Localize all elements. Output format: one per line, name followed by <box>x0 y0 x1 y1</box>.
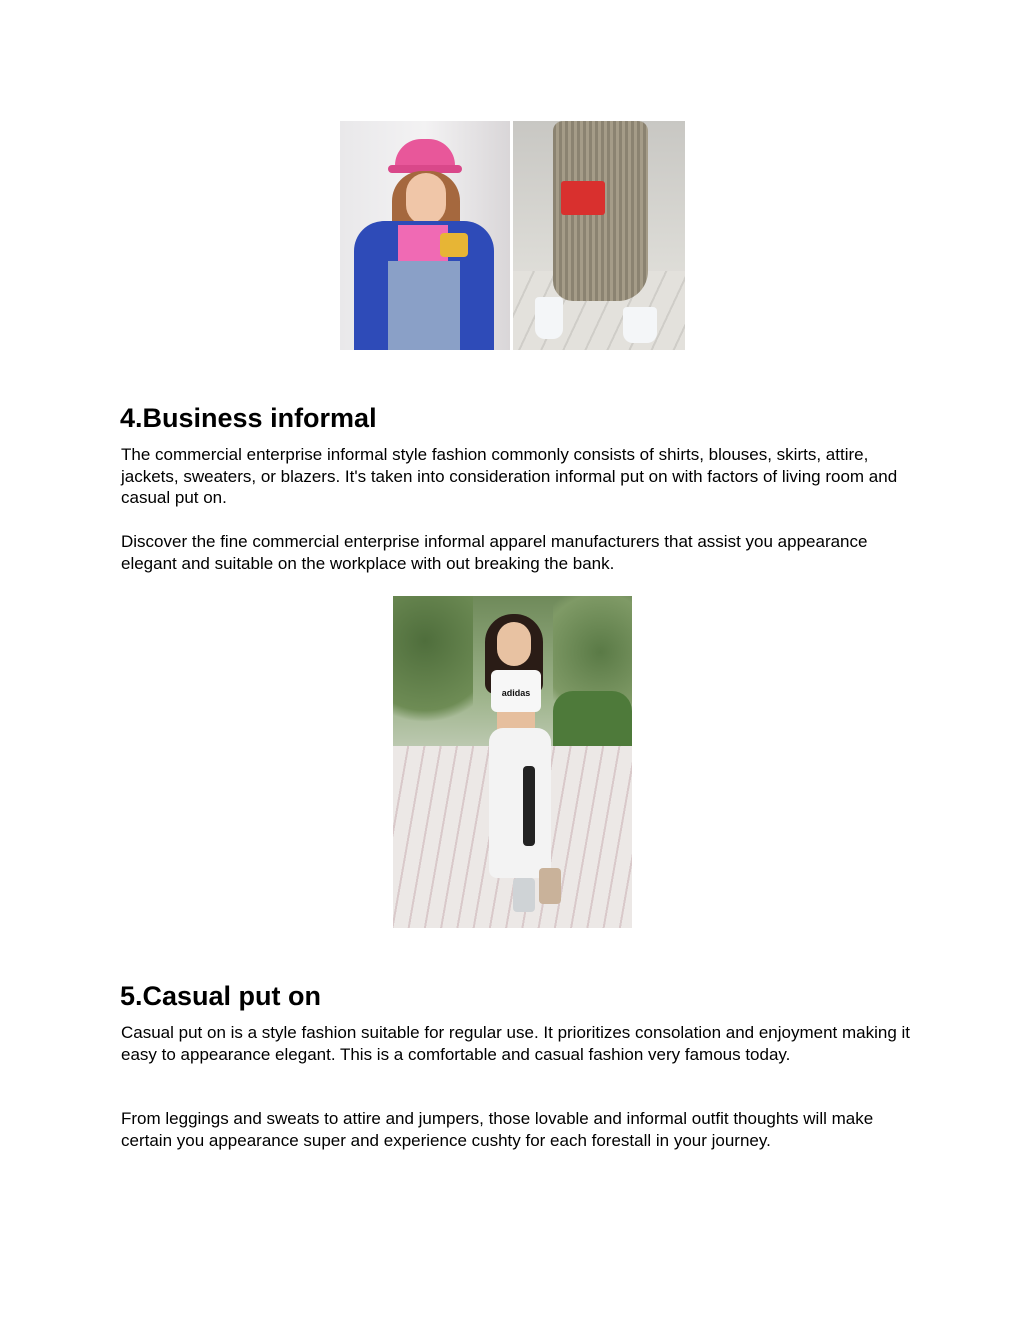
section-5-heading: 5.Casual put on <box>120 981 322 1011</box>
image-pair <box>340 121 685 350</box>
pants <box>489 728 551 878</box>
shoe-right <box>539 868 561 904</box>
hedge <box>553 691 632 746</box>
boot-right <box>623 307 657 343</box>
section-5-paragraph-1: Casual put on is a style fashion suitable for regular use. It prioritizes consolation and enjoyment making it easy to appearance elegant. This is a comfortable and casual fashion very famous today. <box>121 1023 911 1064</box>
red-bag <box>561 181 605 215</box>
tshirt-logo: adidas <box>501 688 531 698</box>
fashion-photo-center <box>393 596 632 928</box>
section-4-paragraph-2: Discover the fine commercial enterprise informal apparel manufacturers that assist you appearance elegant and suitable on the workplace with out breaking the bank. <box>121 532 868 573</box>
section-5-paragraph-2: From leggings and sweats to attire and jumpers, those lovable and informal outfit thoughts will make certain you appearance super and experience cushty for each forestall in your journey. <box>121 1109 874 1150</box>
fashion-photo-left <box>340 121 510 350</box>
palm-left <box>393 596 473 746</box>
yellow-patch <box>440 233 468 257</box>
shoe-left <box>513 878 535 912</box>
pants-stripe <box>523 766 535 846</box>
fashion-photo-right <box>513 121 685 350</box>
boot-left <box>535 297 563 339</box>
face <box>497 622 531 666</box>
section-4-heading: 4.Business informal <box>120 403 377 433</box>
overalls <box>388 261 460 350</box>
face <box>406 173 446 225</box>
section-4-paragraph-1: The commercial enterprise informal style fashion commonly consists of shirts, blouses, skirts, attire, jackets, sweaters, or blazers. It's taken into consideration informal put on with factors of living room and casual put on. <box>121 445 898 507</box>
